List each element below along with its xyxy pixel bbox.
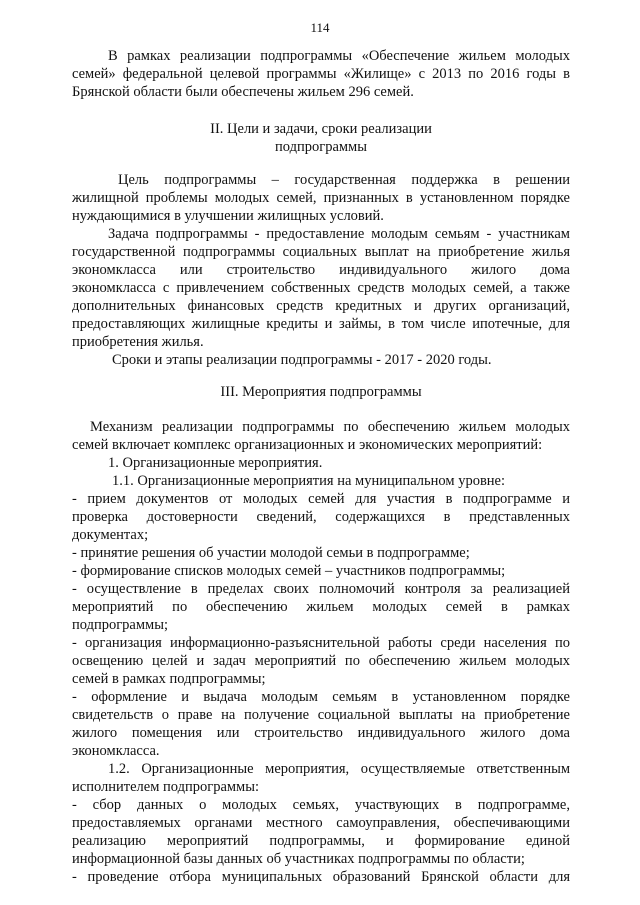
- goal-line: нуждающимися в улучшении жилищных условий.: [72, 208, 384, 224]
- bullet-line: - осуществление в пределах своих полномочий контроля за реализацией: [72, 581, 570, 597]
- bullet-line: - прием документов от молодых семей для участия в подпрограмме и: [72, 491, 570, 507]
- goal-line: жилищной проблемы молодых семей, признанных в установленном порядке: [72, 190, 570, 206]
- task-line: приобретения жилья.: [72, 334, 204, 350]
- task-line: дополнительных финансовых средств кредитных и других организаций,: [72, 298, 570, 314]
- section-heading: подпрограммы: [275, 139, 367, 155]
- bullet-line: - оформление и выдача молодым семьям в установленном порядке: [72, 689, 570, 705]
- bullet-line: семей в рамках подпрограммы;: [72, 671, 266, 687]
- intro-line: Брянской области были обеспечены жильем 296 семей.: [72, 84, 414, 100]
- item-1-2: 1.2. Организационные мероприятия, осуществляемые ответственным: [108, 761, 570, 777]
- task-line: Задача подпрограммы - предоставление молодым семьям - участникам: [108, 226, 570, 242]
- bullet-line: - сбор данных о молодых семьях, участвующих в подпрограмме,: [72, 797, 570, 813]
- task-line: экономкласса или строительство индивидуального жилого дома: [72, 262, 570, 278]
- bullet-line: предоставляемых органами местного самоуправления, обеспечивающими: [72, 815, 570, 831]
- task-line: предоставляющих жилищные кредиты и займы, в том числе ипотечные, для: [72, 316, 570, 332]
- bullet-line: - проведение отбора муниципальных образований Брянской области для: [72, 869, 570, 885]
- mechanism-line: семей включает комплекс организационных и экономических мероприятий:: [72, 437, 543, 453]
- bullet-line: экономкласса.: [72, 743, 160, 759]
- bullet-line: освещению целей и задач мероприятий по обеспечению жильем молодых: [72, 653, 570, 669]
- bullet-line: мероприятий по обеспечению жильем молодых семей в рамках: [72, 599, 570, 615]
- task-line: государственной подпрограммы социальных выплат на приобретение жилья: [72, 244, 570, 260]
- terms-line: Сроки и этапы реализации подпрограммы - 2017 - 2020 годы.: [112, 352, 492, 368]
- bullet-line: проверка достоверности сведений, содержащихся в представленных: [72, 509, 570, 525]
- bullet-line: жилого помещения или строительство индивидуального жилого дома: [72, 725, 570, 741]
- bullet-line: свидетельств о праве на получение социальной выплаты на приобретение: [72, 707, 570, 723]
- section-heading: III. Мероприятия подпрограммы: [220, 384, 422, 400]
- bullet-line: реализацию мероприятий подпрограммы, и формирование единой: [72, 833, 570, 849]
- intro-line: семей» федеральной целевой программы «Жилище» с 2013 по 2016 годы в: [72, 66, 570, 82]
- bullet-line: документах;: [72, 527, 149, 543]
- bullet-line: - формирование списков молодых семей – участников подпрограммы;: [72, 563, 506, 579]
- bullet-line: - принятие решения об участии молодой семьи в подпрограмме;: [72, 545, 470, 561]
- item-1-1: 1.1. Организационные мероприятия на муниципальном уровне:: [112, 473, 506, 489]
- bullet-line: информационной базы данных об участниках подпрограммы по области;: [72, 851, 525, 867]
- section-heading: II. Цели и задачи, сроки реализации: [210, 121, 432, 137]
- item-1-2: исполнителем подпрограммы:: [72, 779, 259, 795]
- intro-line: В рамках реализации подпрограммы «Обеспечение жильем молодых: [108, 48, 570, 64]
- page-number: 114: [310, 20, 330, 35]
- mechanism-line: Механизм реализации подпрограммы по обеспечению жильем молодых: [90, 419, 570, 435]
- bullet-line: - организация информационно-разъяснительной работы среди населения по: [72, 635, 570, 651]
- goal-line: Цель подпрограммы – государственная поддержка в решении: [118, 172, 570, 188]
- item-1: 1. Организационные мероприятия.: [108, 455, 323, 471]
- task-line: экономкласса с привлечением собственных средств молодых семей, а также: [72, 280, 570, 296]
- bullet-line: подпрограммы;: [72, 617, 168, 633]
